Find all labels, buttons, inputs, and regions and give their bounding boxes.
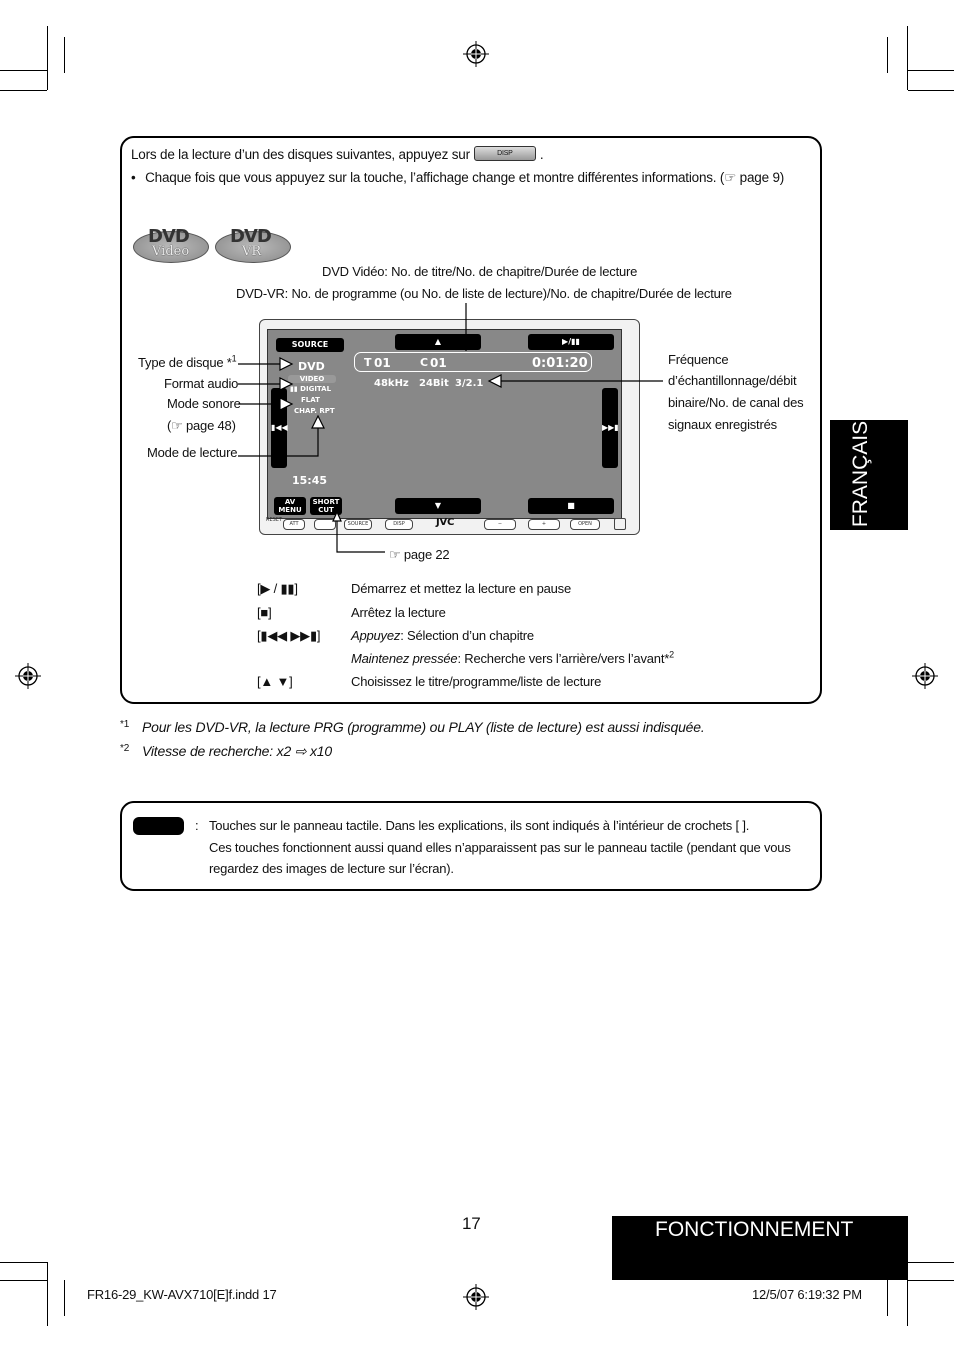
next-button[interactable]: ▶▶▮	[602, 388, 618, 468]
bullet-text: Chaque fois que vous appuyez sur la touche, l’affichage change et montre différentes informations. (☞ page 9)	[145, 170, 785, 185]
function-desc-text: : Recherche vers l’arrière/vers l’avant*	[457, 651, 670, 666]
dolby-icon: ▮▮	[290, 385, 301, 393]
av-menu-line: MENU	[278, 506, 302, 514]
disc-logo: DVD	[230, 226, 271, 247]
disc-logo: DVD	[148, 226, 189, 247]
intro-text: Lors de la lecture d’un des disques suivantes, appuyez sur	[131, 147, 470, 162]
function-key: [▶ / ▮▮]	[257, 581, 298, 596]
note-colon: :	[195, 818, 199, 833]
label-frequency: signaux enregistrés	[668, 417, 777, 432]
disp-button: DISP	[474, 146, 536, 161]
footer-file: FR16-29_KW-AVX710[E]f.indd 17	[87, 1287, 277, 1302]
caption-dvd-video: DVD Vidéo: No. de titre/No. de chapitre/Durée de lecture	[322, 264, 638, 279]
play-mode-display: CHAP. RPT	[294, 407, 335, 415]
function-key: [▮◀◀ ▶▶▮]	[257, 628, 321, 643]
function-key: [■]	[257, 605, 272, 620]
function-desc	[351, 650, 674, 668]
footnote-sup: 1	[231, 353, 237, 364]
disc-sub: VR	[242, 244, 262, 259]
function-desc	[351, 627, 534, 645]
prev-button[interactable]: ▮◀◀	[271, 388, 287, 468]
av-menu-line: AV	[284, 498, 296, 506]
jvc-logo: JVC	[436, 517, 455, 528]
function-desc-text: : Sélection d’un chapitre	[400, 628, 534, 643]
note-line: Ces touches fonctionnent aussi quand elles n’apparaissent pas sur le panneau tactile (pendant que vous	[209, 840, 791, 855]
channel-count: 3/2.1	[455, 378, 484, 389]
clock: 15:45	[292, 474, 328, 487]
function-desc: Démarrez et mettez la lecture en pause	[351, 581, 572, 596]
att-button[interactable]: ATT	[283, 519, 305, 530]
audio-format-value: DIGITAL	[300, 385, 332, 393]
footer-date: 12/5/07 6:19:32 PM	[752, 1287, 862, 1302]
sound-mode-display: FLAT	[301, 396, 320, 404]
function-key: [▲ ▼]	[257, 674, 293, 689]
label-sound-mode: Mode sonore	[167, 396, 241, 411]
open-button[interactable]: OPEN	[570, 519, 600, 530]
footnote-text: Pour les DVD-VR, la lecture PRG (programme) ou PLAY (liste de lecture) est aussi indisquée.	[142, 719, 705, 735]
section-title: FONCTIONNEMENT	[655, 1218, 854, 1241]
source-button[interactable]: SOURCE	[276, 338, 344, 352]
note-line: regardez des images de lecture sur l’écran).	[209, 861, 454, 876]
volume-down-button[interactable]: −	[484, 519, 516, 530]
function-desc: Choisissez le titre/programme/liste de lecture	[351, 674, 602, 689]
language-tab	[830, 420, 908, 530]
chapter-mark: C	[420, 356, 429, 369]
source-hard-button[interactable]: SOURCE	[344, 519, 372, 530]
page-ref-22: ☞ page 22	[389, 547, 450, 562]
stop-button[interactable]: ■	[528, 498, 614, 514]
label-audio-format: Format audio	[164, 376, 239, 391]
label-frequency: Fréquence	[668, 352, 729, 367]
volume-up-button[interactable]: +	[528, 519, 560, 530]
video-label: VIDEO	[288, 375, 336, 383]
title-mark: T	[364, 356, 372, 369]
sampling-frequency: 48kHz	[374, 378, 409, 389]
label-play-mode: Mode de lecture	[147, 445, 238, 460]
label-sound-mode-ref: (☞ page 48)	[167, 418, 236, 433]
play-time: 0:01:20	[532, 356, 588, 371]
touch-key-symbol-icon	[133, 817, 184, 835]
disc-sub: Video	[152, 244, 190, 259]
intro-period: .	[539, 147, 544, 162]
play-pause-button[interactable]: ▶/▮▮	[528, 334, 614, 350]
footnote-text: Vitesse de recherche: x2 ⇨ x10	[142, 743, 332, 759]
note-line: Touches sur le panneau tactile. Dans les explications, ils sont indiqués à l’intérieur de crochets [ ].	[209, 818, 750, 833]
function-desc: Arrêtez la lecture	[351, 605, 446, 620]
function-desc-italic: Maintenez pressée	[351, 651, 458, 666]
reset-button[interactable]: RESET	[266, 517, 283, 523]
disp-hard-button[interactable]: DISP	[385, 519, 413, 530]
short-cut-line: CUT	[318, 506, 334, 514]
footnote-mark: *1	[120, 719, 130, 730]
label-disc-type-text: Type de disque *	[138, 355, 232, 370]
bit-rate: 24Bit	[419, 378, 449, 389]
chapter-number: 01	[430, 356, 447, 370]
label-frequency: binaire/No. de canal des	[668, 395, 804, 410]
title-number: 01	[374, 356, 391, 370]
down-button[interactable]: ▼	[395, 498, 481, 514]
bullet-mark: •	[131, 170, 136, 185]
disc-type-display: DVD	[298, 360, 325, 373]
short-cut-line: SHORT	[312, 498, 340, 506]
language-tab-label: FRANÇAIS	[849, 420, 873, 528]
function-desc-italic: Appuyez	[351, 628, 401, 643]
page-number: 17	[462, 1214, 481, 1233]
footnote-sup: 2	[669, 649, 674, 660]
footnote-mark: *2	[120, 743, 130, 754]
up-button[interactable]: ▲	[395, 334, 481, 350]
caption-dvd-vr: DVD-VR: No. de programme (ou No. de liste de lecture)/No. de chapitre/Durée de lecture	[236, 286, 732, 301]
section-banner	[612, 1216, 908, 1280]
label-frequency: d’échantillonnage/débit	[668, 373, 797, 388]
